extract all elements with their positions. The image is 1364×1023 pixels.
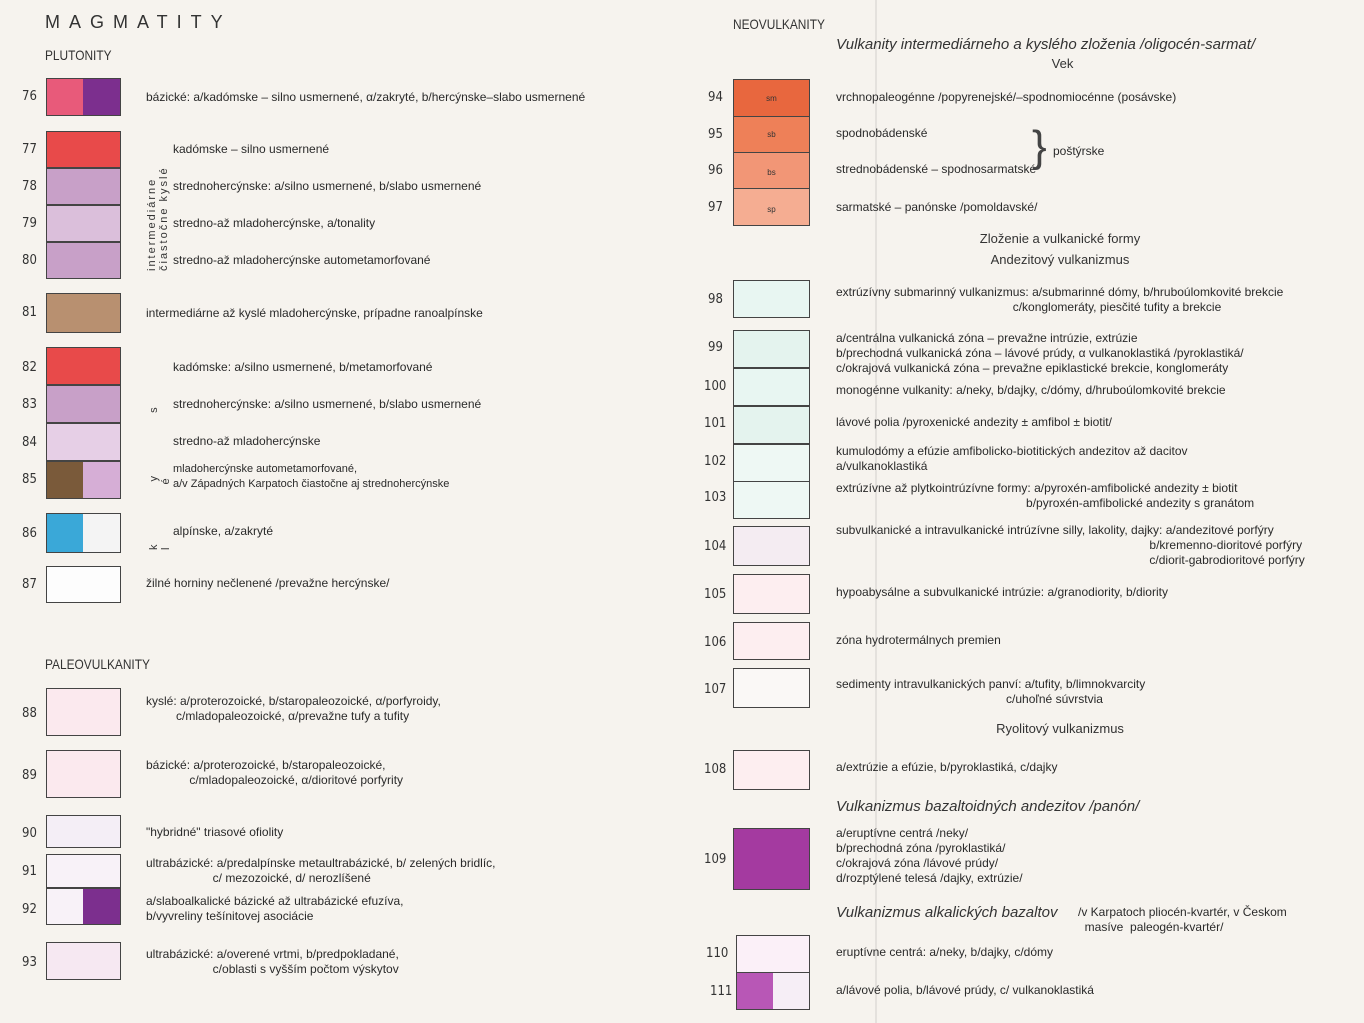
legend-label: ultrabázické: a/overené vrtmi, b/predpokladané, c/oblasti s vyšším počtom výskytov [146,947,399,976]
legend-swatch-91 [46,854,121,888]
legend-label: eruptívne centrá: a/neky, b/dajky, c/dómy [836,945,1053,959]
brace: } [1032,122,1047,171]
legend-swatch-98 [733,280,810,318]
legend-label: vrchnopaleogénne /popyrenejské/–spodnomiocénne (posávske) [836,90,1177,104]
item-number: 102 [704,454,727,469]
item-number: 110 [706,946,729,961]
legend-swatch-110 [736,935,810,973]
item-number: 81 [22,305,37,320]
legend-swatch-103 [733,481,810,519]
legend-label: extrúzívny submarinný vulkanizmus: a/submarinné dómy, b/hruboúlomkovité brekcie c/konglomeráty, piesčité tufity a brekcie [836,285,1284,314]
item-number: 85 [22,472,37,487]
item-number: 111 [710,984,733,999]
item-number: 100 [704,379,727,394]
legend-swatch-104 [733,526,810,566]
legend-label: stredno-až mladohercýnske [173,434,321,448]
legend-label: hypoabysálne a subvulkanické intrúzie: a/granodiority, b/diority [836,585,1168,599]
legend-label: a/centrálna vulkanická zóna – prevažne intrúzie, extrúzie b/prechodná vulkanická zóna – lávové prúdy, α vulkanoklastiká /pyroklastiká/ c/okrajová vulkanická zóna – prevažne epiklastické brekcie, konglomeráty [836,331,1244,375]
legend-label: a/eruptívne centrá /neky/ b/prechodná zóna /pyroklastiká/ c/okrajová zóna /lávové prúdy/ d/rozptýlené telesá /dajky, extrúzie/ [836,826,1023,885]
legend-swatch-92 [46,888,121,925]
item-number: 80 [22,253,37,268]
legend-swatch-97 [733,188,810,226]
legend-label: alpínske, a/zakryté [173,524,274,538]
item-number: 107 [704,682,727,697]
item-number: 83 [22,397,37,412]
legend-label: bázické: a/proterozoické, b/staropaleozoické, c/mladopaleozoické, α/dioritové porfyrity [146,758,404,787]
item-number: 84 [22,435,37,450]
legend-label: monogénne vulkanity: a/neky, b/dajky, c/dómy, d/hruboúlomkovité brekcie [836,383,1226,397]
legend-label: a/extrúzie a efúzie, b/pyroklastiká, c/dajky [836,760,1058,774]
item-number: 99 [708,340,723,355]
subtitle: Vulkanity intermediárneho a kyslého zloženia /oligocén-sarmat/ [836,36,1256,53]
legend-label: ultrabázické: a/predalpínske metaultrabázické, b/ zelených bridlíc, c/ mezozoické, d/ nerozlíšené [146,856,496,885]
legend-swatch-77 [46,131,121,168]
item-number: 87 [22,577,37,592]
legend-label: subvulkanické a intravulkanické intrúzívne silly, lakolity, dajky: a/andezitové porfýry b/kremenno-dioritové porfýry c/diorit-gabrodioritové porfýry [836,523,1305,567]
vertical-label: čiastočne kyslé [158,166,170,271]
legend-label: kyslé: a/proterozoické, b/staropaleozoické, α/porfyroidy, c/mladopaleozoické, α/prevažne tufy a tufity [146,694,441,723]
item-number: 91 [22,864,37,879]
item-number: 105 [704,587,727,602]
legend-label: zóna hydrotermálnych premien [836,633,1001,647]
alkal-note: /v Karpatoch pliocén-kvartér, v Českom masíve paleogén-kvartér/ [1078,905,1287,934]
item-number: 78 [22,179,37,194]
item-number: 104 [704,539,727,554]
item-number: 94 [708,90,723,105]
zlozenie-label: Zloženie a vulkanické formy [979,231,1141,246]
alkal-heading: Vulkanizmus alkalických bazaltov [836,904,1058,921]
legend-label: "hybridné" triasové ofiolity [146,825,284,839]
item-number: 106 [704,635,727,650]
bazalt-heading: Vulkanizmus bazaltoidných andezitov /panón/ [836,798,1140,815]
legend-label: intermediárne až kyslé mladohercýnske, prípadne ranoalpínske [146,306,483,320]
item-number: 101 [704,416,727,431]
legend-swatch-85 [46,461,121,499]
legend-swatch-82 [46,347,121,385]
legend-swatch-87 [46,566,121,603]
legend-label: spodnobádenské [836,126,928,140]
magmatity-title: MAGMATITY [45,12,232,32]
legend-swatch-84 [46,423,121,461]
legend-label: strednohercýnske: a/silno usmernené, b/slabo usmernené [173,397,482,411]
legend-swatch-81 [46,293,121,333]
legend-swatch-111 [736,972,810,1010]
legend-swatch-109 [733,828,810,890]
legend-swatch-89 [46,750,121,798]
plutonity-heading: PLUTONITY [45,47,112,63]
age-code: sm [766,94,777,103]
item-number: 98 [708,292,723,307]
legend-swatch-79 [46,205,121,242]
item-number: 79 [22,216,37,231]
legend-swatch-86 [46,513,121,553]
item-number: 90 [22,826,37,841]
item-number: 82 [22,360,37,375]
vertical-label: k y s l é [148,377,172,550]
age-code: sb [767,130,776,139]
item-number: 88 [22,706,37,721]
legend-swatch-94 [733,79,810,117]
legend-label: kumulodómy a efúzie amfibolicko-biotitických andezitov až dacitov a/vulkanoklastiká [836,444,1188,473]
legend-label: a/slaboalkalické bázické až ultrabázické efuzíva, b/vyvreliny tešínitovej asociácie [146,894,404,923]
item-number: 93 [22,955,37,970]
item-number: 86 [22,526,37,541]
item-number: 77 [22,142,37,157]
legend-swatch-107 [733,668,810,708]
legend-label: mladohercýnske autometamorfované, a/v Západných Karpatoch čiastočne aj strednohercýnske [173,463,450,490]
legend-swatch-80 [46,242,121,279]
legend-swatch-101 [733,406,810,444]
andezitovy-label: Andezitový vulkanizmus [990,252,1130,267]
legend-label: kadómske: a/silno usmernené, b/metamorfované [173,360,433,374]
legend-label: stredno-až mladohercýnske, a/tonality [173,216,376,230]
legend-label: kadómske – silno usmernené [173,142,330,156]
item-number: 108 [704,762,727,777]
item-number: 97 [708,200,723,215]
item-number: 92 [22,902,37,917]
legend-label: lávové polia /pyroxenické andezity ± amfibol ± biotit/ [836,415,1112,429]
item-number: 103 [704,490,727,505]
legend-label: a/lávové polia, b/lávové prúdy, c/ vulkanoklastiká [836,983,1094,997]
vertical-label: intermediárne [146,177,158,271]
legend-swatch-106 [733,622,810,660]
age-code: sp [767,205,776,214]
legend-label: bázické: a/kadómske – silno usmernené, α/zakryté, b/hercýnske–slabo usmernené [146,90,586,104]
legend-swatch-102 [733,444,810,482]
legend-label: strednohercýnske: a/silno usmernené, b/slabo usmernené [173,179,482,193]
legend-swatch-88 [46,688,121,736]
postyrske-label: poštýrske [1053,144,1105,158]
legend-label: stredno-až mladohercýnske autometamorfované [173,253,431,267]
paleovulkanity-heading: PALEOVULKANITY [45,656,150,672]
item-number: 76 [22,89,37,104]
age-code: bs [767,168,776,177]
legend-swatch-100 [733,368,810,406]
legend-label: sedimenty intravulkanických panví: a/tufity, b/limnokvarcity c/uhoľné súvrstvia [836,677,1146,706]
item-number: 89 [22,768,37,783]
legend-swatch-76 [46,78,121,116]
legend-label: extrúzívne až plytkointrúzívne formy: a/pyroxén-amfibolické andezity ± biotit b/pyroxén-amfibolické andezity s granátom [836,481,1255,510]
legend-swatch-93 [46,942,121,980]
legend-swatch-108 [733,750,810,790]
legend-swatch-78 [46,168,121,205]
ryolitovy-label: Ryolitový vulkanizmus [996,721,1124,736]
legend-swatch-95 [733,116,810,153]
item-number: 109 [704,852,727,867]
item-number: 95 [708,127,723,142]
item-number: 96 [708,163,723,178]
legend-label: žilné horniny nečlenené /prevažne hercýnske/ [146,576,390,590]
legend-label: strednobádenské – spodnosarmatské [836,162,1037,176]
legend-swatch-90 [46,815,121,848]
neovulkanity-heading: NEOVULKANITY [733,16,825,32]
legend-swatch-105 [733,574,810,614]
legend-swatch-96 [733,152,810,189]
legend-label: sarmatské – panónske /pomoldavské/ [836,200,1038,214]
vek-label: Vek [1051,56,1074,71]
legend-swatch-99 [733,330,810,368]
legend-swatch-83 [46,385,121,423]
